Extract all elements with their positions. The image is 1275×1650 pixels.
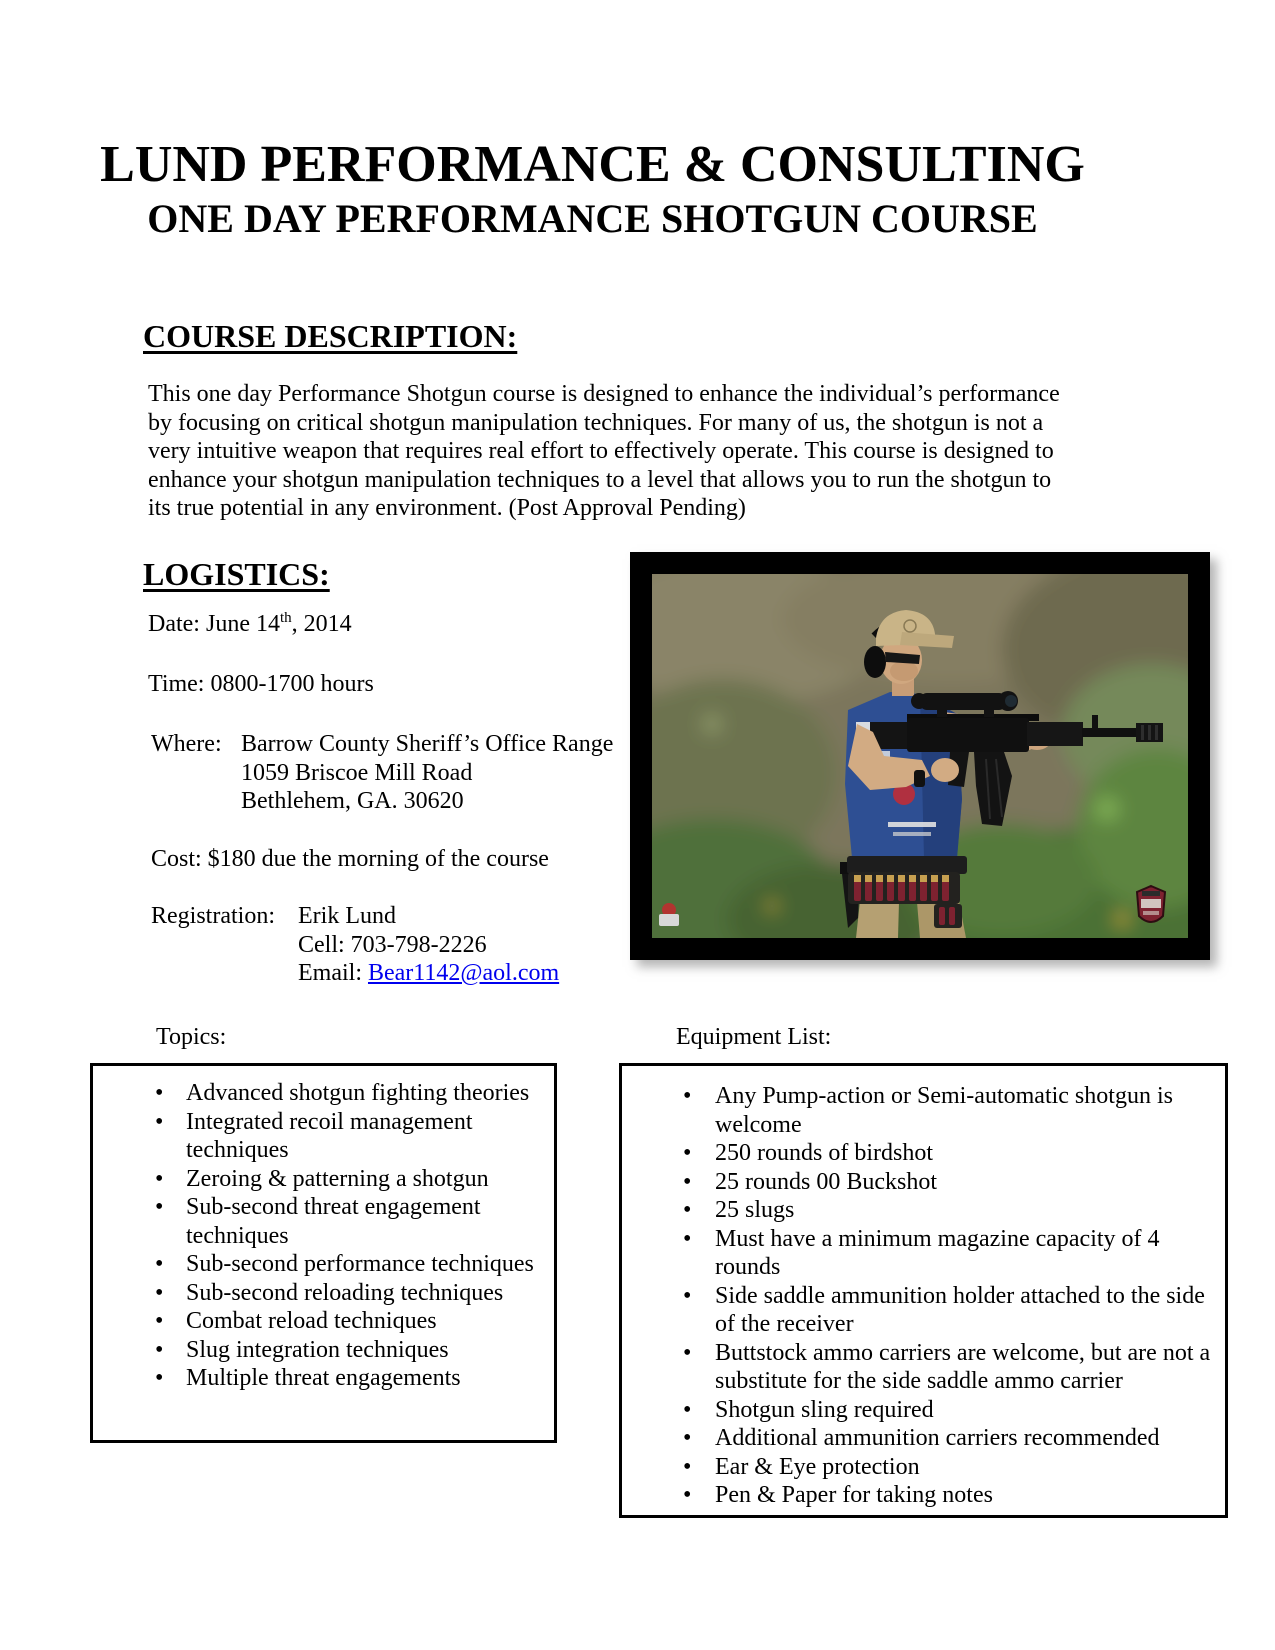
topic-item [93, 1364, 542, 1393]
topic-text: Sub-second threat engagement techniques [186, 1194, 481, 1249]
equipment-text: 250 rounds of birdshot [715, 1140, 933, 1166]
page-subtitle: ONE DAY PERFORMANCE SHOTGUN COURSE [147, 196, 1038, 241]
trigger-hand [931, 758, 959, 782]
bullet-icon: • [683, 1168, 692, 1195]
logistics-cost: Cost: $180 due the morning of the course [151, 846, 549, 872]
topic-item [93, 1079, 542, 1108]
bullet-icon: • [683, 1225, 692, 1252]
topic-text: Sub-second reloading techniques [186, 1279, 504, 1306]
equipment-item [622, 1168, 1211, 1197]
equipment-text: Any Pump-action or Semi-automatic shotgun is welcome [715, 1083, 1173, 1138]
bullet-icon: • [155, 1308, 164, 1334]
equipment-text: 25 rounds 00 Buckshot [715, 1168, 937, 1195]
bullet-icon: • [683, 1083, 692, 1109]
front-sight [1092, 715, 1098, 729]
rifle-receiver [907, 718, 1029, 752]
bullet-icon: • [155, 1108, 164, 1135]
logistics-date [148, 610, 352, 639]
bullet-icon: • [683, 1140, 692, 1166]
topic-text: Combat reload techniques [186, 1308, 437, 1334]
date-suffix: , 2014 [291, 611, 352, 637]
topic-text: Zeroing & patterning a shotgun [186, 1165, 489, 1192]
earmuff-icon [864, 646, 886, 678]
course-photo [630, 552, 1210, 960]
equipment-item [622, 1424, 1211, 1453]
watermark-badge [1137, 886, 1165, 922]
equipment-item [622, 1139, 1211, 1168]
topics-label: Topics: [156, 1024, 227, 1050]
topic-item [93, 1279, 542, 1308]
email-label: Email: [298, 960, 362, 986]
date-ordinal: th [279, 610, 292, 626]
equipment-item [622, 1481, 1211, 1510]
course-photo-illustration [652, 574, 1188, 938]
rifle-handguard [1027, 722, 1083, 746]
logistics-heading: LOGISTICS: [143, 556, 330, 592]
equipment-text: Additional ammunition carriers recommended [715, 1425, 1160, 1451]
bullet-icon: • [683, 1453, 692, 1480]
topic-item [93, 1307, 542, 1336]
equipment-item [622, 1453, 1211, 1482]
wristband [914, 770, 925, 787]
equipment-item [622, 1282, 1211, 1339]
muzzle-brake [1136, 723, 1163, 742]
bullet-icon: • [683, 1482, 692, 1508]
email-link[interactable]: Bear1142@aol.com [367, 960, 560, 986]
topic-text: Multiple threat engagements [186, 1365, 461, 1391]
topic-item [93, 1165, 542, 1194]
registration-name: Erik Lund [298, 903, 396, 929]
bullet-icon: • [155, 1080, 164, 1106]
equipment-item [622, 1339, 1211, 1396]
bullet-icon: • [683, 1339, 692, 1366]
where-city: Bethlehem, GA. 30620 [241, 788, 464, 814]
topic-text: Integrated recoil management techniques [186, 1108, 473, 1163]
topic-text: Advanced shotgun fighting theories [186, 1080, 530, 1106]
bullet-icon: • [155, 1194, 164, 1220]
equipment-item [622, 1396, 1211, 1425]
bullet-icon: • [155, 1336, 164, 1363]
topic-text: Slug integration techniques [186, 1336, 449, 1363]
equipment-item [622, 1225, 1211, 1282]
bullet-icon: • [155, 1365, 164, 1391]
equipment-text: Side saddle ammunition holder attached to the side of the receiver [715, 1282, 1205, 1337]
registration-cell: Cell: 703-798-2226 [298, 931, 487, 958]
registration-label: Registration: [151, 903, 275, 929]
bullet-icon: • [155, 1251, 164, 1277]
where-label: Where: [151, 731, 222, 757]
where-street: 1059 Briscoe Mill Road [241, 759, 473, 786]
topic-item [93, 1336, 542, 1365]
where-venue: Barrow County Sheriff’s Office Range [241, 731, 614, 757]
equipment-text: 25 slugs [715, 1197, 795, 1223]
equipment-text: Must have a minimum magazine capacity of 4 rounds [715, 1225, 1160, 1280]
equipment-label: Equipment List: [676, 1024, 832, 1050]
topic-text: Sub-second performance techniques [186, 1251, 534, 1277]
equipment-text: Buttstock ammo carriers are welcome, but are not a substitute for the side saddle ammo carrier [715, 1339, 1211, 1394]
bullet-icon: • [683, 1396, 692, 1423]
logistics-where [151, 730, 621, 816]
equipment-item [622, 1082, 1211, 1139]
equipment-text: Shotgun sling required [715, 1396, 934, 1423]
bullet-icon: • [155, 1279, 164, 1306]
course-description-heading: COURSE DESCRIPTION: [143, 318, 518, 354]
logistics-registration [151, 902, 631, 988]
date-prefix: Date: June 14 [148, 611, 280, 637]
equipment-box [619, 1063, 1228, 1518]
logistics-time: Time: 0800-1700 hours [148, 671, 374, 697]
bullet-icon: • [683, 1197, 692, 1223]
bullet-icon: • [683, 1425, 692, 1451]
course-description-body: This one day Performance Shotgun course is designed to enhance the individual’s performance by focusing on critical shotgun manipulation techniques. For many of us, the shotgun is not a very intuitive weapon that requires real effort to effectively operate. This course is designed to enhance your shotgun manipulation techniques to a level that allows you to run the shotgun to its true potential in any environment. (Post Approval Pending) [148, 381, 1060, 521]
page-title: LUND PERFORMANCE & CONSULTING [100, 136, 1085, 193]
jaw-shading [890, 661, 918, 681]
equipment-text: Ear & Eye protection [715, 1453, 920, 1480]
topics-box [90, 1063, 557, 1443]
bullet-icon: • [155, 1165, 164, 1192]
equipment-text: Pen & Paper for taking notes [715, 1482, 993, 1508]
topic-item [93, 1193, 542, 1250]
topic-item [93, 1108, 542, 1165]
belt [847, 856, 967, 874]
rifle-barrel [1082, 728, 1138, 737]
topic-item [93, 1250, 542, 1279]
bullet-icon: • [683, 1282, 692, 1309]
registration-email-row [298, 959, 631, 988]
equipment-item [622, 1196, 1211, 1225]
